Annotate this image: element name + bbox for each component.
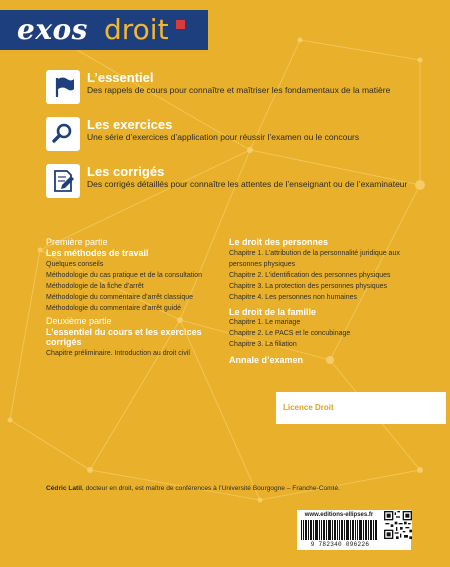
toc-item: Quelques conseils	[46, 260, 104, 268]
toc-item: Chapitre 4. Les personnes non humaines	[229, 293, 358, 301]
toc-item: Chapitre 1. L’attribution de la personnalité juridique aux	[229, 249, 400, 257]
section3-title: Annale d’examen	[229, 355, 304, 365]
toc-item: Chapitre 3. La protection des personnes physiques	[229, 282, 387, 290]
logo-exos-word: exos	[17, 13, 88, 46]
magnifier-icon	[46, 117, 80, 151]
feature-title: L’essentiel	[87, 70, 154, 85]
edit-document-icon	[46, 164, 80, 198]
toc-item: Méthodologie du cas pratique et de la consultation	[46, 271, 203, 279]
toc-item: Méthodologie du commentaire d’arrêt classique	[46, 293, 194, 301]
feature-essentiel	[46, 70, 446, 106]
logo-red-square	[176, 20, 185, 29]
feature-corriges	[46, 164, 446, 200]
toc-item: Chapitre 2. Le PACS et le concubinage	[229, 330, 351, 337]
part2-title-line2: corrigés	[46, 337, 82, 347]
licence-label: Licence Droit	[283, 403, 334, 412]
toc-item: Chapitre 1. Le mariage	[229, 319, 301, 326]
feature-title: Les corrigés	[87, 164, 165, 179]
series-logo	[0, 10, 208, 50]
toc-item: Méthodologie de la fiche d’arrêt	[46, 282, 144, 290]
part2-title-line1: L’essentiel du cours et les exercices	[46, 326, 202, 337]
barcode-icon	[301, 520, 377, 540]
author-name: Cédric Latil	[46, 485, 82, 492]
toc-item: Chapitre 2. L’identification des personnes physiques	[229, 271, 391, 279]
feature-description: Une série d’exercices d’application pour réussir l’examen ou le concours	[87, 132, 360, 142]
logo-droit-word: droit	[104, 13, 169, 46]
toc-right-column	[229, 237, 400, 366]
feature-description: Des rappels de cours pour connaître et maîtriser les fondamentaux de la matière	[87, 85, 391, 95]
feature-title: Les exercices	[87, 117, 173, 132]
section1-title: Le droit des personnes	[229, 237, 329, 247]
publisher-url: www.editions-ellipses.fr	[304, 512, 374, 518]
part1-label: Première partie	[46, 237, 108, 247]
toc-left-column	[46, 237, 202, 359]
toc-item: Méthodologie du commentaire d’arrêt guidé	[46, 304, 182, 312]
toc-item: Chapitre 3. La filiation	[229, 341, 297, 348]
part1-title: Les méthodes de travail	[46, 248, 149, 258]
feature-exercices	[46, 117, 446, 153]
author-bio: , docteur en droit, est maître de conférences à l’Université Bourgogne – Franche-Comté.	[81, 485, 340, 492]
licence-badge	[276, 392, 446, 424]
toc-item: personnes physiques	[229, 260, 296, 268]
author-note	[46, 484, 340, 493]
isbn-number: 9 782340 096226	[310, 541, 370, 548]
section2-title: Le droit de la famille	[229, 306, 317, 317]
feature-description: Des corrigés détaillés pour connaître les attentes de l’enseignant ou de l’examinateur	[87, 179, 408, 189]
flag-icon	[46, 70, 80, 104]
qr-code-icon	[384, 511, 412, 539]
part2-label: Deuxième partie	[46, 315, 112, 326]
toc-item: Chapitre préliminaire. Introduction au droit civil	[46, 349, 190, 357]
